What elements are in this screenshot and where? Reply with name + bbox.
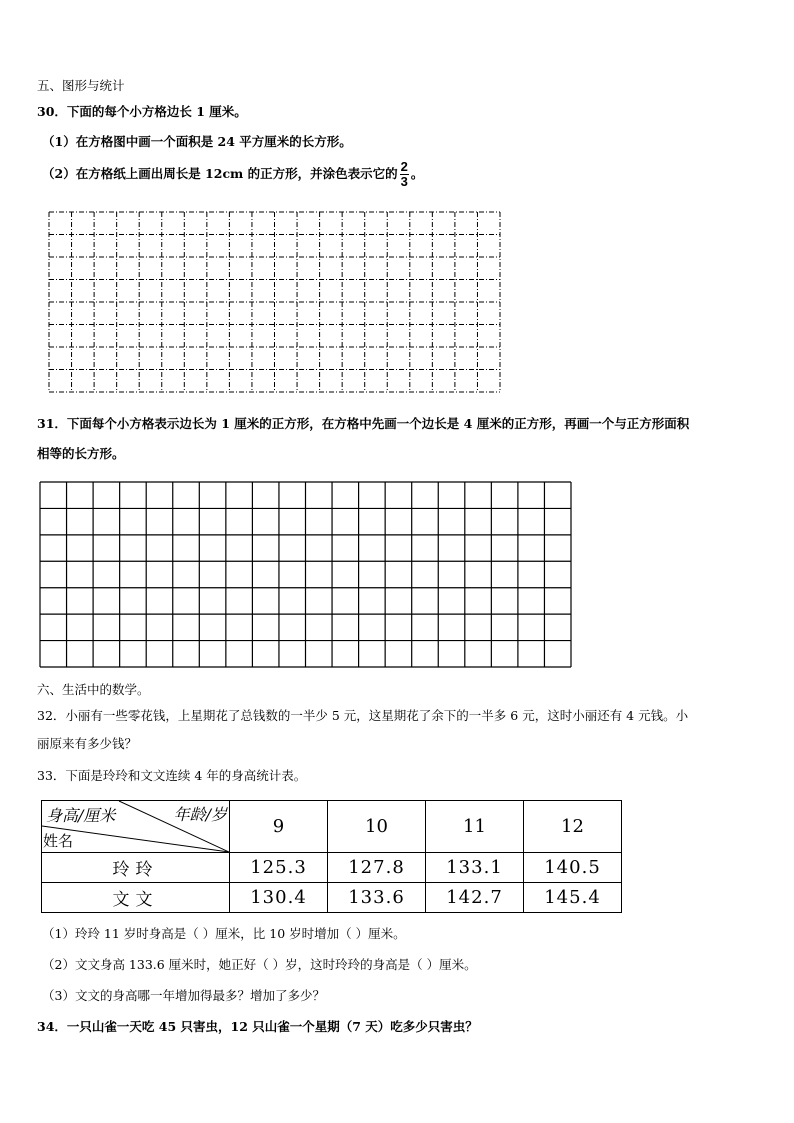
table-cell: 133.1	[426, 853, 524, 883]
table-cell: 142.7	[426, 883, 524, 913]
header-age-label: 年龄/岁	[173, 805, 227, 824]
age-header: 10	[328, 801, 426, 853]
fraction-numerator: 2	[400, 159, 408, 174]
fraction-denominator: 3	[400, 174, 408, 189]
age-header: 12	[524, 801, 622, 853]
q30-sub2-end: 。	[410, 166, 424, 181]
table-cell: 145.4	[524, 883, 622, 913]
table-header-row	[42, 801, 622, 853]
table-cell: 130.4	[230, 883, 328, 913]
q32-line2: 丽原来有多少钱？	[37, 736, 138, 751]
q33-sub1: （1）玲玲 11 岁时身高是（ ）厘米，比 10 岁时增加（ ）厘米。	[42, 926, 406, 941]
height-table	[41, 800, 622, 913]
header-height-label: 身高/厘米	[46, 806, 116, 825]
table-row	[42, 853, 622, 883]
section6-title: 六、生活中的数学。	[37, 682, 150, 697]
row-name: 文文	[42, 883, 230, 913]
q31-line1: 31．下面每个小方格表示边长为 1 厘米的正方形，在方格中先画一个边长是 4 厘米的正方形，再画一个与正方形面积	[37, 416, 690, 431]
q31-line2: 相等的长方形。	[37, 446, 125, 461]
q30-sub2-text: （2）在方格纸上画出周长是 12cm 的正方形，并涂色表示它的	[42, 166, 398, 181]
table-row	[42, 883, 622, 913]
header-name-label: 姓名	[43, 832, 74, 850]
diagonal-header-cell	[42, 801, 230, 853]
q33-sub2: （2）文文身高 133.6 厘米时，她正好（ ）岁，这时玲玲的身高是（ ）厘米。	[42, 957, 477, 972]
table-cell: 125.3	[230, 853, 328, 883]
row-name: 玲玲	[42, 853, 230, 883]
table-cell: 140.5	[524, 853, 622, 883]
q33-sub3: （3）文文的身高哪一年增加得最多？增加了多少？	[42, 988, 325, 1003]
table-cell: 127.8	[328, 853, 426, 883]
table-cell: 133.6	[328, 883, 426, 913]
q34-stem: 34．一只山雀一天吃 45 只害虫，12 只山雀一个星期（7 天）吃多少只害虫？	[37, 1019, 478, 1034]
q30-stem: 30．下面的每个小方格边长 1 厘米。	[37, 104, 247, 119]
age-header: 9	[230, 801, 328, 853]
section5-title: 五、图形与统计	[37, 78, 125, 93]
q33-stem: 33．下面是玲玲和文文连续 4 年的身高统计表。	[37, 768, 307, 783]
q32-line1: 32．小丽有一些零花钱，上星期花了总钱数的一半少 5 元，这星期花了余下的一半多 6 元，这时小丽还有 4 元钱。小	[37, 708, 689, 723]
age-header: 11	[426, 801, 524, 853]
q30-sub1: （1）在方格图中画一个面积是 24 平方厘米的长方形。	[42, 134, 352, 149]
